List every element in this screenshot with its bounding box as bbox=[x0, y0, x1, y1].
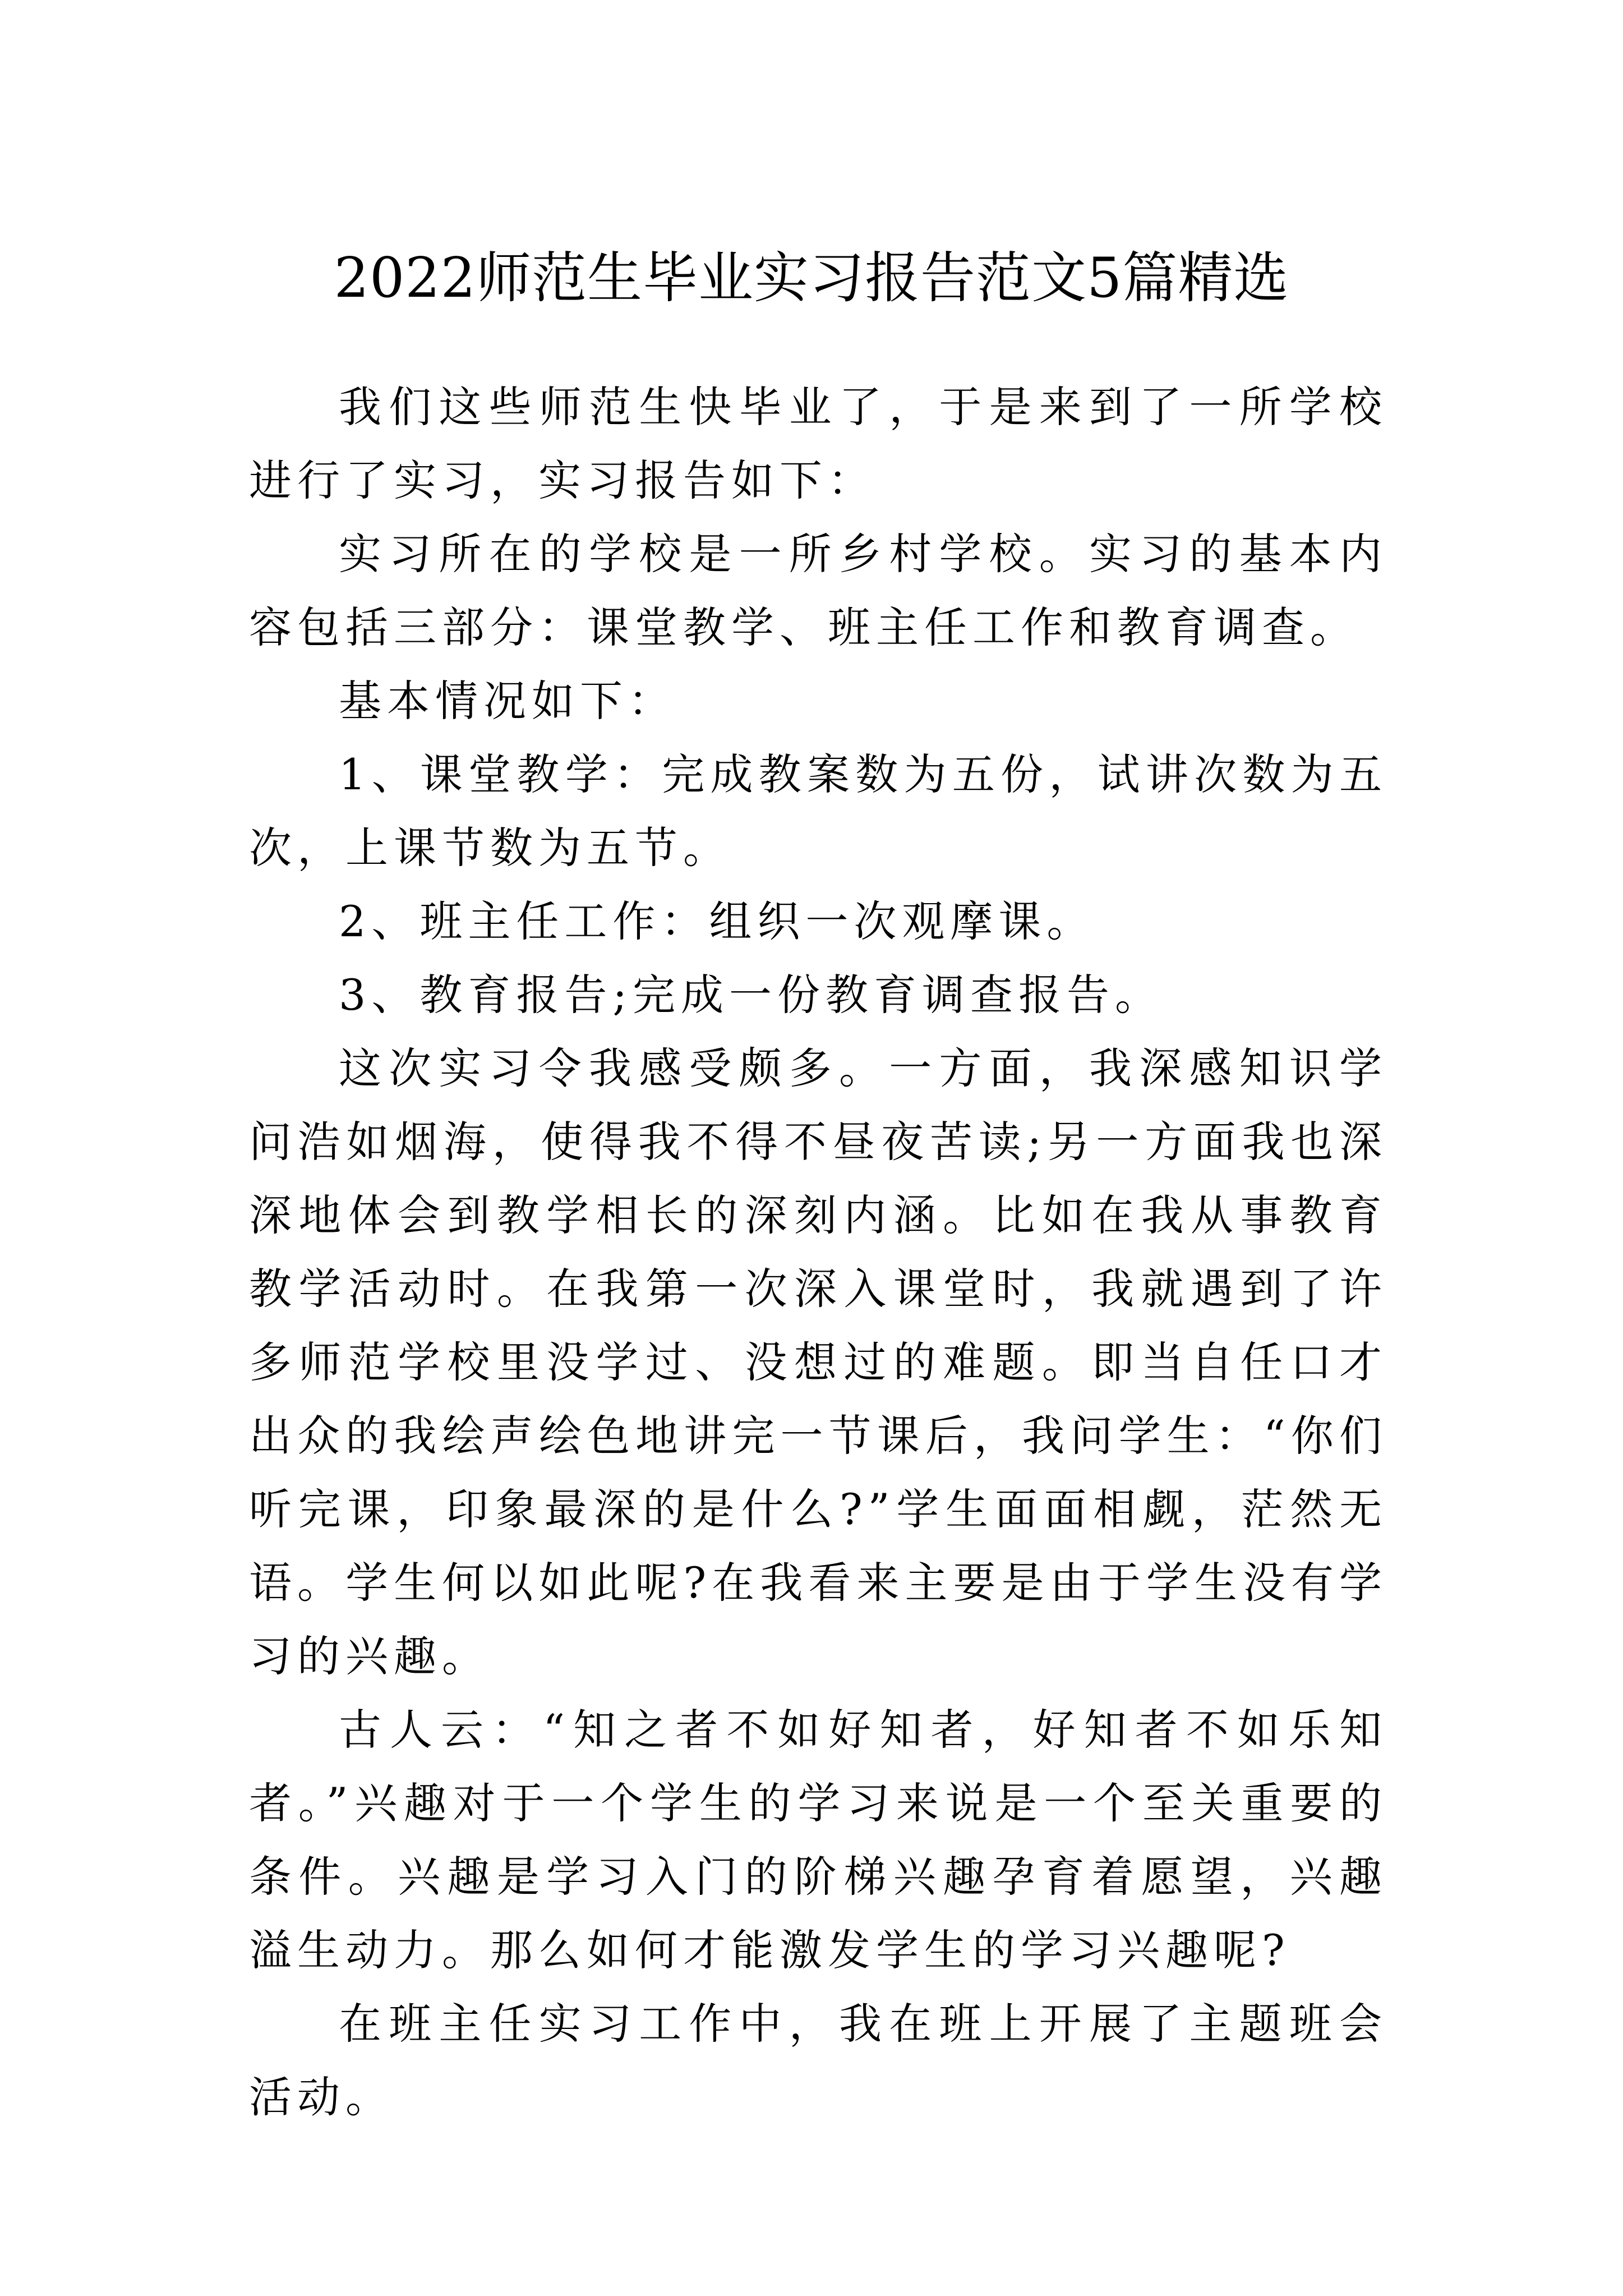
paragraph: 这次实习令我感受颇多。一方面，我深感知识学问浩如烟海，使得我不得不昼夜苦读;另一方面我也深深地体会到教学相长的深刻内涵。比如在我从事教育教学活动时。在我第一次深入课堂时，我就遇到了许多师范学校里没学过、没想过的难题。即当自任口才出众的我绘声绘色地讲完一节课后，我问学生：“你们听完课，印象最深的是什么?”学生面面相觑，茫然无语。学生何以如此呢?在我看来主要是由于学生没有学习的兴趣。 bbox=[249, 1043, 1387, 1681]
paragraph: 3、教育报告;完成一份教育调查报告。 bbox=[339, 970, 1163, 1020]
paragraph: 我们这些师范生快毕业了，于是来到了一所学校进行了实习，实习报告如下： bbox=[249, 382, 1387, 505]
paragraph: 1、课堂教学：完成教案数为五份，试讲次数为五次，上课节数为五节。 bbox=[249, 749, 1387, 873]
paragraph: 在班主任实习工作中，我在班上开展了主题班会活动。 bbox=[249, 1999, 1387, 2122]
paragraph: 基本情况如下： bbox=[339, 676, 676, 726]
paragraph: 古人云：“知之者不如好知者，好知者不如乐知者。”兴趣对于一个学生的学习来说是一个至关重要的条件。兴趣是学习入门的阶梯兴趣孕育着愿望，兴趣溢生动力。那么如何才能激发学生的学习兴趣呢? bbox=[249, 1705, 1387, 1975]
document-body bbox=[249, 370, 1387, 2134]
paragraph: 2、班主任工作：组织一次观摩课。 bbox=[339, 896, 1095, 946]
document-title: 2022师范生毕业实习报告范文5篇精选 bbox=[334, 246, 1289, 310]
paragraph: 实习所在的学校是一所乡村学校。实习的基本内容包括三部分：课堂教学、班主任工作和教育调查。 bbox=[249, 529, 1387, 652]
